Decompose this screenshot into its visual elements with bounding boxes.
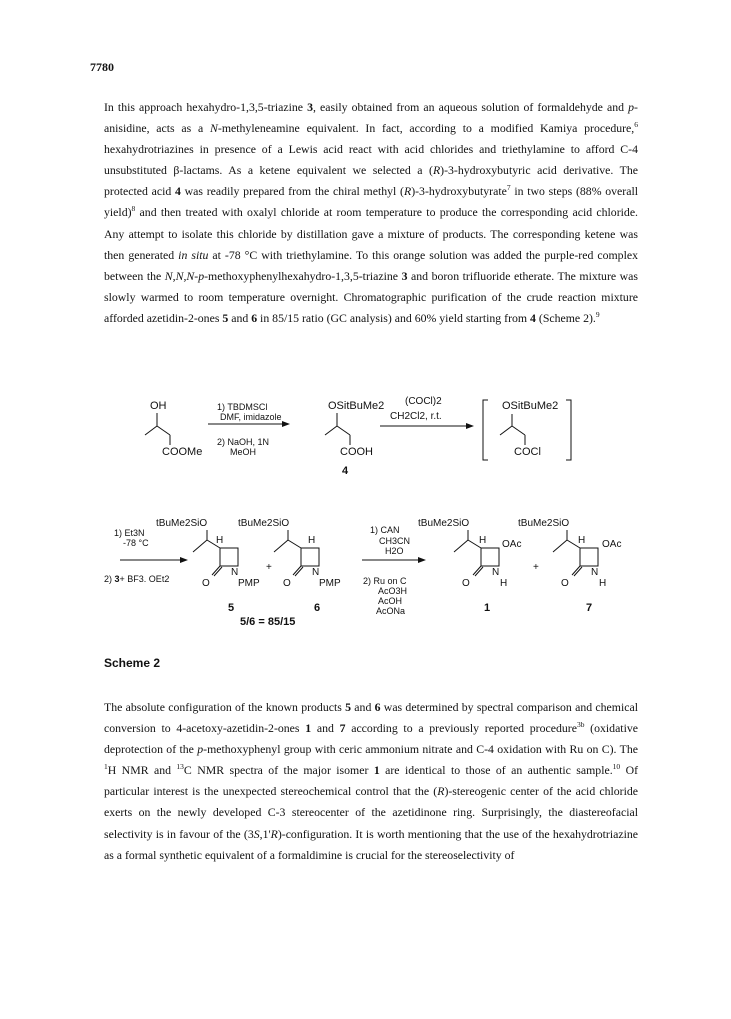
paragraph2-segment: 6 xyxy=(374,700,381,714)
paragraph2-segment: (oxidative deprotection of the xyxy=(104,721,638,757)
paragraph1-segment: in two steps (88% overall yield) xyxy=(104,184,638,220)
paragraph1-segment: 6 xyxy=(251,310,258,325)
paragraph2-segment: 7 xyxy=(339,721,346,736)
carboxylic-acid-label: COOH xyxy=(340,446,373,458)
paragraph1-segment: and xyxy=(228,310,252,325)
paragraph-configuration xyxy=(104,697,638,866)
plus-sign-2: + xyxy=(533,562,539,573)
plus-sign-1: + xyxy=(266,562,272,573)
paragraph1-segment: R xyxy=(403,184,412,199)
paragraph2-segment: H NMR and xyxy=(107,763,177,778)
compound-7-n-label: N xyxy=(591,567,599,578)
paragraph1-segment: In this approach hexahydro-1,3,5-triazine xyxy=(104,100,308,114)
paragraph2-segment: The absolute configuration of the known products xyxy=(104,700,346,714)
can-reagent: 1) CAN xyxy=(370,525,400,535)
et3n-reagent: 1) Et3N xyxy=(114,528,145,538)
compound-6-o-label: O xyxy=(283,578,291,589)
compound-5-h-label: H xyxy=(216,535,224,546)
step2-reagent: 2) NaOH, 1N xyxy=(217,437,270,447)
can-water: H2O xyxy=(385,546,404,556)
compound-5-silyl-label: tBuMe2SiO xyxy=(156,518,208,529)
compound-5-pmp-label: PMP xyxy=(238,578,260,589)
paragraph1-segment: 3 xyxy=(401,268,408,283)
paragraph1-segment: in situ xyxy=(178,247,209,262)
paragraph1-segment: 8 xyxy=(131,204,136,214)
paragraph2-segment: -methoxyphenyl group with ceric ammonium nitrate and C-4 oxidation with Ru on C). The xyxy=(203,742,638,757)
paragraph2-segment: 1 xyxy=(104,762,108,772)
ru-acetic-acid: AcOH xyxy=(378,596,403,606)
paragraph1-segment: -methyleneamine equivalent. In fact, according to a modified Kamiya procedure, xyxy=(217,121,635,136)
paragraph1-segment: N,N,N-p xyxy=(164,268,205,283)
paragraph2-segment: S xyxy=(253,826,260,841)
paragraph1-segment: 5 xyxy=(222,310,229,325)
paragraph2-segment: R xyxy=(270,826,278,841)
paragraph1-segment: 7 xyxy=(506,183,511,193)
compound-5-o-label: O xyxy=(202,578,210,589)
paragraph1-segment: , easily obtained from an aqueous solution of formaldehyde and xyxy=(313,100,629,114)
paragraph1-segment: 9 xyxy=(595,310,600,320)
ru-peracid: AcO3H xyxy=(378,586,408,596)
compound-6-silyl-label: tBuMe2SiO xyxy=(238,518,290,529)
scheme-caption: Scheme 2 xyxy=(104,656,161,670)
diastereomer-ratio: 5/6 = 85/15 xyxy=(240,616,296,628)
paragraph2-segment: C NMR spectra of the major isomer xyxy=(183,763,374,778)
paragraph1-segment: hexahydrotriazines in presence of a Lewis acid react with acid chlorides and triethylamine to afford C-4 unsubstituted β-lactams. As a ketene equivalent we selected a ( xyxy=(104,142,638,178)
paragraph2-segment: according to a previously reported procedure xyxy=(345,721,577,736)
paragraph1-segment: )-3-hydroxybutyric acid derivative. The protected acid xyxy=(104,163,638,199)
silyl-ether-label: OSitBuMe2 xyxy=(328,400,385,412)
ru-sodium-acetate: AcONa xyxy=(376,606,406,616)
paragraph-intro xyxy=(104,97,638,329)
compound-7-silyl-label: tBuMe2SiO xyxy=(518,518,570,529)
step1-conditions: DMF, imidazole xyxy=(220,412,282,422)
page-number: 7780 xyxy=(90,60,114,74)
paragraph1-segment: and boron trifluoride etherate. The mixture was slowly warmed to room temperature overnight. Chromatographic purification of the crude reaction mixture afforded azetidin-2-ones xyxy=(104,268,638,325)
paragraph1-segment: N xyxy=(210,121,218,136)
compound-4-number: 4 xyxy=(342,465,349,477)
scheme-bonds xyxy=(120,400,598,576)
paragraph2-segment: p xyxy=(197,742,204,757)
compound-5-n-label: N xyxy=(231,567,239,578)
paragraph1-segment: 4 xyxy=(175,184,181,199)
compound-1-silyl-label: tBuMe2SiO xyxy=(418,518,470,529)
paragraph2-segment: 1 xyxy=(305,721,312,736)
paragraph1-segment: was readily prepared from the chiral methyl ( xyxy=(180,184,404,199)
step1-reagent: 1) TBDMSCl xyxy=(217,402,268,412)
paragraph2-segment: 10 xyxy=(612,762,621,772)
paragraph2-segment: )-configuration. It is worth mentioning that the use of the hexahydrotriazine as a formal synthetic equivalent of a formaldimine is crucial for the stereoselectivity of xyxy=(104,826,638,862)
paragraph2-segment: 1 xyxy=(373,763,380,778)
paragraph2-segment: was determined by spectral comparison and chemical conversion to 4-acetoxy-azetidin-2-ones xyxy=(104,700,638,736)
oxalyl-conditions: CH2Cl2, r.t. xyxy=(390,411,442,422)
scheme-drawing xyxy=(100,388,640,650)
compound-1-h-n-label: H xyxy=(500,578,508,589)
paragraph2-segment: R xyxy=(437,784,445,799)
compound-1-h-label: H xyxy=(479,535,487,546)
start-ester-label: COOMe xyxy=(162,446,203,458)
paragraph1-segment: 4 xyxy=(530,310,536,325)
paragraph2-segment: 13 xyxy=(176,762,184,772)
triazine-bf3-reagent: 2) 3+ BF3. OEt2 xyxy=(104,574,170,584)
compound-6-pmp-label: PMP xyxy=(319,578,341,589)
paragraph1-segment: -anisidine, acts as a xyxy=(104,100,638,136)
paragraph1-segment: -methoxyphenylhexahydro-1,3,5-triazine xyxy=(204,268,402,283)
paragraph1-segment: p xyxy=(628,100,635,114)
reaction-scheme-2 xyxy=(100,388,640,655)
paragraph1-segment: at -78 °C with triethylamine. To this orange solution was added the purple-red complex between the xyxy=(104,247,638,283)
paragraph2-segment: )-stereogenic center of the acid chloride exerts on the newly developed C-3 stereocenter of the azetidinone ring. Surprisingly, the diastereofacial selectivity is in favour of the (3 xyxy=(104,784,639,841)
compound-1-o-label: O xyxy=(462,578,470,589)
paragraph1-segment: (Scheme 2). xyxy=(535,310,596,325)
compound-7-o-label: O xyxy=(561,578,569,589)
paragraph2-segment: and xyxy=(311,721,340,736)
paragraph1-segment: 3 xyxy=(307,100,313,114)
paragraph1-segment: )-3-hydroxybutyrate xyxy=(411,184,507,199)
compound-5-number: 5 xyxy=(228,602,235,614)
paragraph2-segment: Of particular interest is the unexpected stereochemical control that the ( xyxy=(104,763,639,799)
ru-reagent: 2) Ru on C xyxy=(363,576,407,586)
et3n-temperature: -78 °C xyxy=(123,538,149,548)
acid-chloride-silyl-label: OSitBuMe2 xyxy=(502,400,559,412)
compound-7-number: 7 xyxy=(586,602,593,614)
paragraph2-segment: and xyxy=(351,700,375,714)
acid-chloride-label: COCl xyxy=(514,446,541,458)
compound-1-oac-label: OAc xyxy=(502,539,522,550)
oxalyl-chloride-reagent: (COCl)2 xyxy=(405,396,442,407)
compound-7-oac-label: OAc xyxy=(602,539,622,550)
step2-conditions: MeOH xyxy=(230,447,257,457)
paragraph2-segment: 5 xyxy=(345,700,352,714)
compound-1-number: 1 xyxy=(484,602,491,614)
compound-6-n-label: N xyxy=(312,567,320,578)
paragraph1-segment: and then treated with oxalyl chloride at room temperature to produce the corresponding acid chloride. Any attempt to isolate this chloride by distillation gave a mixture of products. The corresponding ketene was then generated xyxy=(104,205,638,262)
paragraph1-segment: in 85/15 ratio (GC analysis) and 60% yield starting from xyxy=(257,310,531,325)
can-solvent: CH3CN xyxy=(379,536,411,546)
compound-6-h-label: H xyxy=(308,535,316,546)
paragraph2-segment: 3b xyxy=(576,720,585,730)
compound-7-h-n-label: H xyxy=(599,578,607,589)
paragraph2-segment: ,1' xyxy=(259,826,271,841)
paragraph1-segment: R xyxy=(432,163,441,178)
paragraph2-segment: are identical to those of an authentic sample. xyxy=(379,763,613,778)
start-hydroxy-label: OH xyxy=(150,400,167,412)
compound-7-h-label: H xyxy=(578,535,586,546)
compound-1-n-label: N xyxy=(492,567,500,578)
compound-6-number: 6 xyxy=(314,602,321,614)
paragraph1-segment: 6 xyxy=(634,120,638,130)
